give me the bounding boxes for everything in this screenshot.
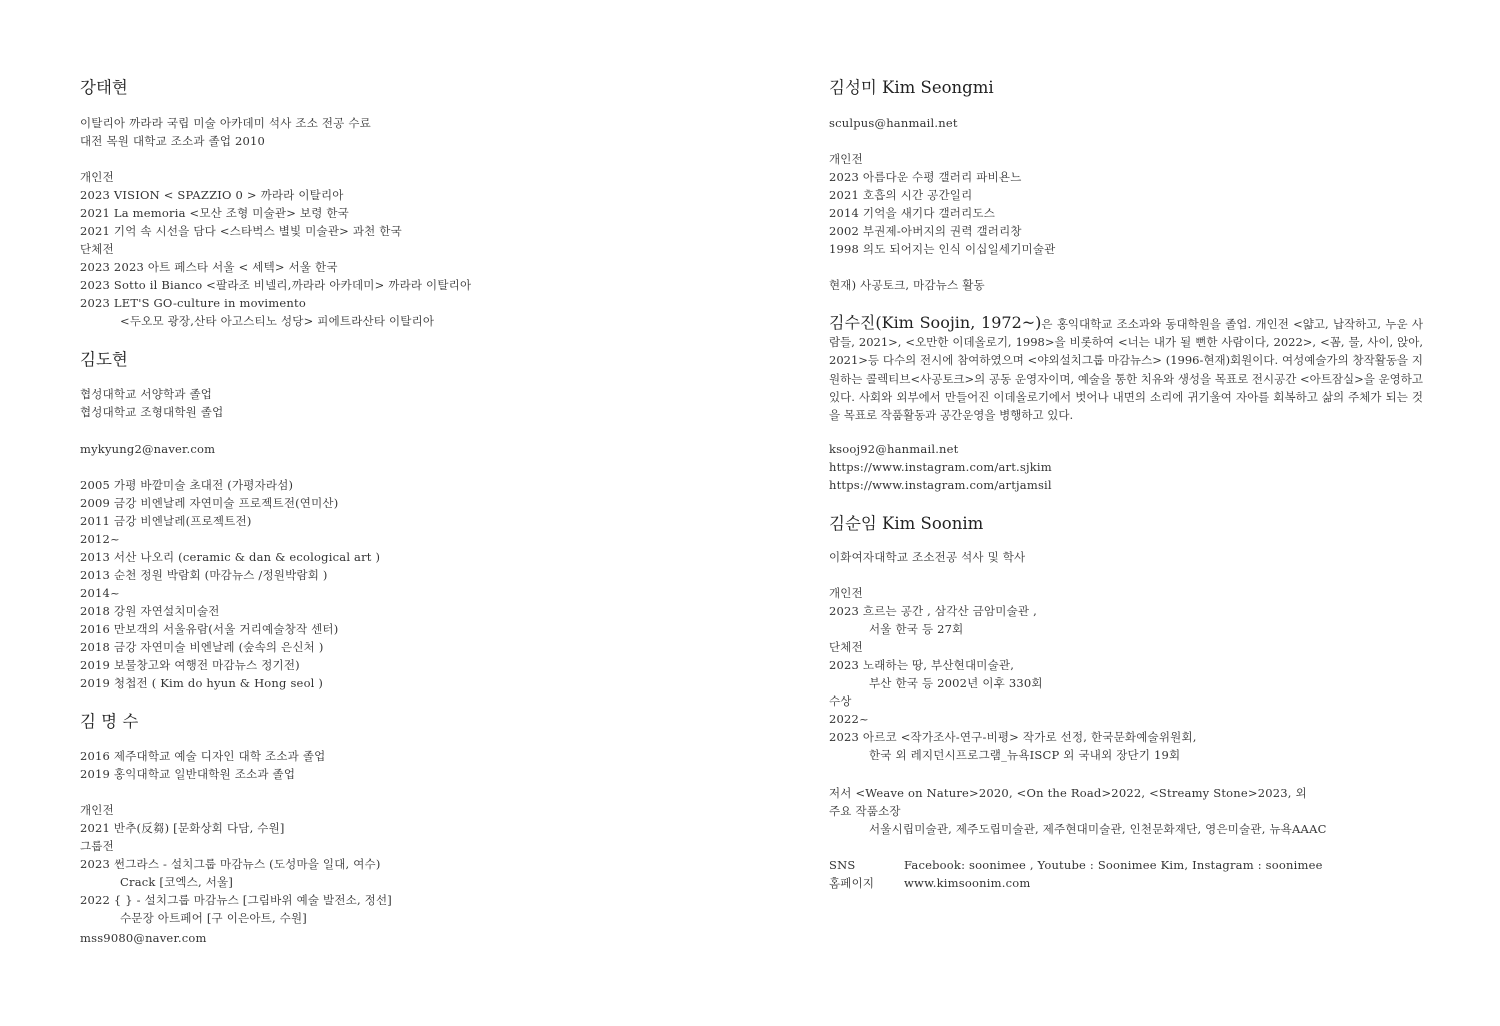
artist-name-kim-myungsu: 김 명 수 <box>80 712 139 731</box>
exhibition-entry-continued: Crack [코엑스, 서울] <box>120 875 234 889</box>
exhibition-entry: 2021 La memoria <모산 조형 미술관> 보령 한국 <box>80 206 349 220</box>
exhibition-entry: 2002 부권제-아버지의 권력 갤러리창 <box>829 224 1022 238</box>
exhibition-entry: 2014 기억을 새기다 갤러리도스 <box>829 206 996 220</box>
education-line: 협성대학교 서양학과 졸업 <box>80 387 213 401</box>
exhibition-entry: 2023 2023 아트 페스타 서울 < 세텍> 서울 한국 <box>80 260 338 274</box>
exhibition-entry: 2023 VISION < SPAZZIO 0 > 까라라 이탈리아 <box>80 188 344 202</box>
exhibition-entry: 1998 의도 되어지는 인식 이십일세기미술관 <box>829 242 1056 256</box>
solo-exhibition-label: 개인전 <box>80 803 114 817</box>
history-entry: 2019 청첩전 ( Kim do hyun & Hong seol ) <box>80 676 324 690</box>
exhibition-entry: 2023 LET'S GO-culture in movimento <box>80 296 306 310</box>
exhibition-entry: 2023 아름다운 수평 갤러리 파비욘느 <box>829 170 1022 184</box>
history-entry: 2018 금강 자연미술 비엔날레 (숲속의 은신처 ) <box>80 640 324 654</box>
history-entry: 2019 보물창고와 여행전 마감뉴스 정기전) <box>80 658 300 672</box>
exhibition-entry: 2023 썬그라스 - 설치그룹 마감뉴스 (도성마을 일대, 여수) <box>80 857 381 871</box>
history-entry: 2011 금강 비엔날레(프로젝트전) <box>80 514 252 528</box>
artist-name-kim-dohyun: 김도현 <box>80 350 128 369</box>
sns-label: SNS <box>829 858 856 872</box>
history-entry: 2013 서산 나오리 (ceramic & dan & ecological art ) <box>80 550 381 564</box>
education-line: 이화여자대학교 조소전공 석사 및 학사 <box>829 550 1026 564</box>
education-line: 2016 제주대학교 예술 디자인 대학 조소과 졸업 <box>80 749 326 763</box>
education-line: 대전 목원 대학교 조소과 졸업 2010 <box>80 134 266 148</box>
collection-label: 주요 작품소장 <box>829 804 901 818</box>
solo-exhibition-label: 개인전 <box>829 586 863 600</box>
exhibition-entry: 2022 { } - 설치그룹 마감뉴스 [그림바위 예술 발전소, 정선] <box>80 893 392 907</box>
current-activity: 현재) 사공토크, 마감뉴스 활동 <box>829 278 985 292</box>
exhibition-entry-continued: <두오모 광장,산타 아고스티노 성당> 피에트라산타 이탈리아 <box>120 314 435 328</box>
email-address: mykyung2@naver.com <box>80 442 216 456</box>
instagram-link[interactable]: https://www.instagram.com/art.sjkim <box>829 460 1052 474</box>
exhibition-entry: 2021 반추(反芻) [문화상회 다담, 수원] <box>80 821 285 835</box>
homepage-link[interactable]: www.kimsoonim.com <box>904 876 1031 890</box>
history-entry: 2018 강원 자연설치미술전 <box>80 604 220 618</box>
award-entry-continued: 한국 외 레지던시프로그램_뉴욕ISCP 외 국내외 장단기 19회 <box>869 748 1181 762</box>
history-entry: 2009 금강 비엔날레 자연미술 프로젝트전(연미산) <box>80 496 339 510</box>
solo-exhibition-label: 개인전 <box>829 152 863 166</box>
email-address: ksooj92@hanmail.net <box>829 442 959 456</box>
sns-accounts: Facebook: soonimee , Youtube : Soonimee Kim, Instagram : soonimee <box>904 858 1323 872</box>
collection-list: 서울시립미술관, 제주도립미술관, 제주현대미술관, 인천문화재단, 영은미술관, 뉴욕AAAC <box>869 822 1327 836</box>
group-exhibition-label: 단체전 <box>829 640 863 654</box>
email-address: mss9080@naver.com <box>80 931 207 945</box>
exhibition-entry-continued: 서울 한국 등 27회 <box>869 622 964 636</box>
award-entry: 2023 아르코 <작가조사-연구-비평> 작가로 선정, 한국문화예술위원회, <box>829 730 1197 744</box>
history-entry: 2016 만보객의 서울유람(서울 거리예술창작 센터) <box>80 622 339 636</box>
exhibition-entry: 2023 Sotto il Bianco <팔라조 비넬리,까라라 아카데미> 까라라 이탈리아 <box>80 278 472 292</box>
group-exhibition-label: 그룹전 <box>80 839 114 853</box>
education-line: 이탈리아 까라라 국립 미술 아카데미 석사 조소 전공 수료 <box>80 116 371 130</box>
exhibition-entry: 2021 호흡의 시간 공간일리 <box>829 188 973 202</box>
artist-name-kim-soojin: 김수진(Kim Soojin, 1972~) <box>829 313 1042 332</box>
history-entry: 2005 가평 바깥미술 초대전 (가평자라섬) <box>80 478 294 492</box>
history-entry: 2013 순천 정원 박람회 (마감뉴스 /정원박람회 ) <box>80 568 328 582</box>
exhibition-entry: 2021 기억 속 시선을 담다 <스타벅스 별빛 미술관> 과천 한국 <box>80 224 402 238</box>
solo-exhibition-label: 개인전 <box>80 170 114 184</box>
history-entry: 2014~ <box>80 586 120 600</box>
instagram-link[interactable]: https://www.instagram.com/artjamsil <box>829 478 1052 492</box>
exhibition-entry: 2023 노래하는 땅, 부산현대미술관, <box>829 658 1015 672</box>
artist-name-kim-soonim: 김순임 Kim Soonim <box>829 514 984 533</box>
history-entry: 2012~ <box>80 532 120 546</box>
biography-paragraph <box>829 314 1423 424</box>
publications: 저서 <Weave on Nature>2020, <On the Road>2022, <Streamy Stone>2023, 외 <box>829 786 1307 800</box>
homepage-label: 홈페이지 <box>829 876 875 890</box>
email-address: sculpus@hanmail.net <box>829 116 958 130</box>
award-label: 수상 <box>829 694 852 708</box>
biography-text: 은 홍익대학교 조소과와 동대학원을 졸업. 개인전 <얇고, 납작하고, 누운 사람들, 2021>, <오만한 이데올로기, 1998>을 비롯하여 <너는 내가 될 뻔한 사람이다, 2022>, <꼼, 물, 사이, 앉아, 2021>등 다수의 전시에 참여하였으며 <야외설치그룹 마감뉴스> (1996-현재)회원이다. 여성예술가의 창작활동을 지원하는 콜렉티브<사공토크>의 공동 운영자이며, 예술을 통한 치유와 생성을 목표로 전시공간 <아트잠실>을 운영하고 있다. 사회와 외부에서 만들어진 이데올로기에서 벗어나 내면의 소리에 귀기울여 자아를 회복하고 삶의 주체가 되는 것을 목표로 작품활동과 공간운영을 병행하고 있다. <box>829 317 1423 423</box>
exhibition-entry-continued: 수문장 아트페어 [구 이은아트, 수원] <box>120 911 307 925</box>
artist-name-kang-taehyun: 강태현 <box>80 78 128 97</box>
artist-name-kim-seongmi: 김성미 Kim Seongmi <box>829 78 994 97</box>
group-exhibition-label: 단체전 <box>80 242 114 256</box>
exhibition-entry: 2023 흐르는 공간 , 삼각산 금암미술관 , <box>829 604 1037 618</box>
exhibition-entry-continued: 부산 한국 등 2002년 이후 330회 <box>869 676 1043 690</box>
education-line: 2019 홍익대학교 일반대학원 조소과 졸업 <box>80 767 296 781</box>
education-line: 협성대학교 조형대학원 졸업 <box>80 405 224 419</box>
award-year: 2022~ <box>829 712 869 726</box>
